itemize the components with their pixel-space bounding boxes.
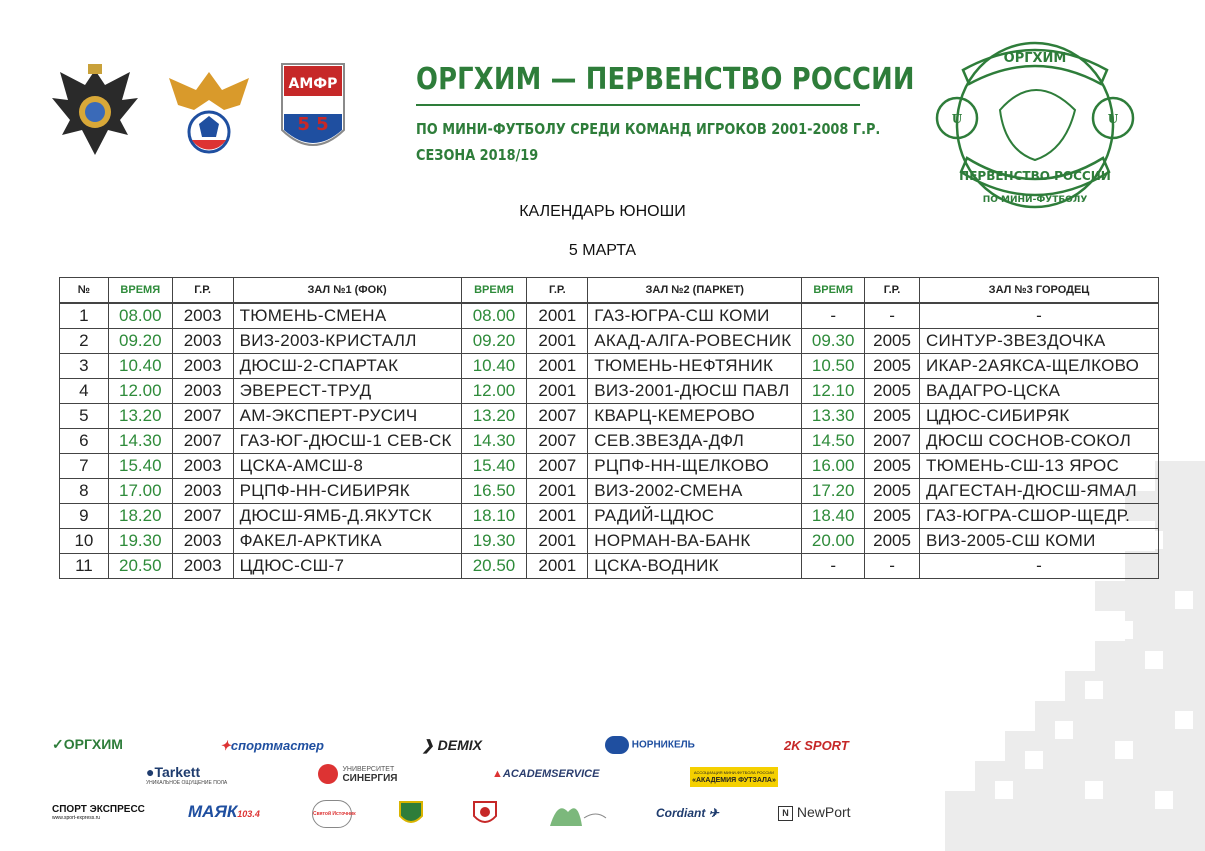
table-cell: 2007 <box>527 429 588 454</box>
date-title: 5 МАРТА <box>568 242 637 259</box>
table-cell: 2007 <box>527 404 588 429</box>
emblem-bottom-text: ПО МИНИ-ФУТБОЛУ <box>982 195 1088 205</box>
table-cell: 2003 <box>172 479 233 504</box>
club-badge-logo <box>398 800 424 833</box>
green-emblem-logo <box>548 800 608 833</box>
cordiant-logo: Cordiant ✈ <box>656 806 719 820</box>
table-cell: ТЮМЕНЬ-НЕФТЯНИК <box>588 354 802 379</box>
table-cell: 19.30 <box>108 529 172 554</box>
table-cell: НОРМАН-ВА-БАНК <box>588 529 802 554</box>
table-cell: 16.00 <box>802 454 865 479</box>
newport-icon: N <box>778 806 793 821</box>
table-cell: ДЮСШ-2-СПАРТАК <box>233 354 461 379</box>
nornikel-logo: НОРНИКЕЛЬ <box>605 736 695 754</box>
column-header: ЗАЛ №1 (ФОК) <box>233 278 461 304</box>
amfr-logo <box>278 60 368 160</box>
table-cell: 9 <box>60 504 109 529</box>
table-cell: 4 <box>60 379 109 404</box>
table-cell: 10.40 <box>461 354 527 379</box>
table-cell: ВИЗ-2005-СШ КОМИ <box>919 529 1158 554</box>
table-cell: 2003 <box>172 354 233 379</box>
page-subtitle: ПО МИНИ-ФУТБОЛУ СРЕДИ КОМАНД ИГРОКОВ 2001-2008 Г.Р. <box>416 120 881 138</box>
table-row <box>60 529 1159 554</box>
synergy-icon <box>318 764 338 784</box>
coat-of-arms-logo <box>50 60 140 160</box>
table-cell: - <box>865 303 920 329</box>
table-cell: - <box>802 554 865 579</box>
table-row <box>60 454 1159 479</box>
table-cell: ДЮСШ СОСНОВ-СОКОЛ <box>919 429 1158 454</box>
table-cell: ГАЗ-ЮГРА-СШОР-ЩЕДР. <box>919 504 1158 529</box>
table-cell: 09.20 <box>461 329 527 354</box>
table-cell: ЦДЮС-СШ-7 <box>233 554 461 579</box>
table-cell: 12.00 <box>461 379 527 404</box>
table-cell: КВАРЦ-КЕМЕРОВО <box>588 404 802 429</box>
table-cell: ВАДАГРО-ЦСКА <box>919 379 1158 404</box>
table-cell: 2005 <box>865 454 920 479</box>
table-cell: ВИЗ-2003-КРИСТАЛЛ <box>233 329 461 354</box>
mayak-logo: МАЯК103.4 <box>188 802 260 821</box>
table-cell: 14.30 <box>461 429 527 454</box>
table-cell: 18.40 <box>802 504 865 529</box>
chevron-icon: ❯ <box>422 737 434 753</box>
table-row <box>60 429 1159 454</box>
table-cell: 2005 <box>865 354 920 379</box>
table-cell: 2005 <box>865 529 920 554</box>
table-cell: 2001 <box>527 354 588 379</box>
globe-icon: ● <box>146 764 155 780</box>
table-cell: 2003 <box>172 454 233 479</box>
table-cell: 2007 <box>527 454 588 479</box>
table-cell: 20.50 <box>461 554 527 579</box>
column-header: ВРЕМЯ <box>108 278 172 304</box>
table-cell: 15.40 <box>108 454 172 479</box>
table-cell: 2001 <box>527 529 588 554</box>
synergy-logo: УНИВЕРСИТЕТ СИНЕРГИЯ <box>318 764 397 784</box>
table-cell: 2001 <box>527 329 588 354</box>
table-cell: 18.10 <box>461 504 527 529</box>
table-cell: 2005 <box>865 404 920 429</box>
academservice-icon: ▲ <box>492 768 503 780</box>
rfs-eagle-logo <box>164 60 254 160</box>
title-underline <box>416 104 860 106</box>
academservice-logo: ▲ACADEMSERVICE <box>492 768 600 780</box>
table-cell: 8 <box>60 479 109 504</box>
column-header: ВРЕМЯ <box>461 278 527 304</box>
table-cell: 10 <box>60 529 109 554</box>
leaf-icon: ✓ <box>52 736 64 752</box>
sport-express-logo: СПОРТ ЭКСПРЕСС www.sport-express.ru <box>52 804 145 821</box>
table-cell: 14.30 <box>108 429 172 454</box>
newport-logo: N NewPort <box>778 804 851 821</box>
column-header: Г.Р. <box>527 278 588 304</box>
table-cell: 10.40 <box>108 354 172 379</box>
table-cell: 2005 <box>865 329 920 354</box>
amfr-number: 5 5 <box>297 114 329 135</box>
table-cell: 2007 <box>172 404 233 429</box>
table-cell: 3 <box>60 354 109 379</box>
table-cell: 6 <box>60 429 109 454</box>
table-cell: СЕВ.ЗВЕЗДА-ДФЛ <box>588 429 802 454</box>
table-cell: ДАГЕСТАН-ДЮСШ-ЯМАЛ <box>919 479 1158 504</box>
table-cell: 2007 <box>172 504 233 529</box>
table-cell: ВИЗ-2001-ДЮСШ ПАВЛ <box>588 379 802 404</box>
table-cell: 13.20 <box>461 404 527 429</box>
table-row <box>60 554 1159 579</box>
table-cell: 10.50 <box>802 354 865 379</box>
table-cell: РЦПФ-НН-ЩЕЛКОВО <box>588 454 802 479</box>
table-cell: 09.20 <box>108 329 172 354</box>
table-cell: 20.00 <box>802 529 865 554</box>
table-cell: 2001 <box>527 554 588 579</box>
season-label: СЕЗОНА 2018/19 <box>416 146 539 164</box>
table-cell: 15.40 <box>461 454 527 479</box>
tarkett-logo: ●Tarkett УНИКАЛЬНОЕ ОЩУЩЕНИЕ ПОЛА <box>146 764 228 786</box>
table-cell: - <box>919 554 1158 579</box>
table-cell: СИНТУР-ЗВЕЗДОЧКА <box>919 329 1158 354</box>
table-cell: 08.00 <box>108 303 172 329</box>
table-cell: 2003 <box>172 329 233 354</box>
emblem-ribbon-text: ПЕРВЕНСТВО РОССИИ <box>959 169 1111 183</box>
table-cell: 2005 <box>865 379 920 404</box>
table-cell: ВИЗ-2002-СМЕНА <box>588 479 802 504</box>
table-cell: ФАКЕЛ-АРКТИКА <box>233 529 461 554</box>
table-cell: 5 <box>60 404 109 429</box>
emblem-left-ball-letter: U <box>951 112 963 126</box>
table-row <box>60 504 1159 529</box>
table-cell: ИКАР-2АЯКСА-ЩЕЛКОВО <box>919 354 1158 379</box>
table-cell: 2003 <box>172 379 233 404</box>
table-cell: ЦДЮС-СИБИРЯК <box>919 404 1158 429</box>
table-cell: 2001 <box>527 479 588 504</box>
region-crest-logo <box>472 800 498 833</box>
column-header: Г.Р. <box>865 278 920 304</box>
demix-logo: ❯ DEMIX <box>422 737 482 753</box>
table-cell: - <box>919 303 1158 329</box>
table-cell: ДЮСШ-ЯМБ-Д.ЯКУТСК <box>233 504 461 529</box>
table-header-row <box>60 278 1159 304</box>
table-cell: ЦСКА-ВОДНИК <box>588 554 802 579</box>
header-logos <box>50 60 368 160</box>
column-header: ЗАЛ №3 ГОРОДЕЦ <box>919 278 1158 304</box>
table-cell: 2003 <box>172 303 233 329</box>
table-cell: 2003 <box>172 529 233 554</box>
table-cell: 2005 <box>865 504 920 529</box>
table-cell: 13.20 <box>108 404 172 429</box>
column-header: Г.Р. <box>172 278 233 304</box>
table-cell: 17.20 <box>802 479 865 504</box>
table-cell: ТЮМЕНЬ-СШ-13 ЯРОС <box>919 454 1158 479</box>
table-cell: 2003 <box>172 554 233 579</box>
calendar-title: КАЛЕНДАРЬ ЮНОШИ <box>519 203 686 220</box>
sponsors-strip <box>0 730 1205 840</box>
table-cell: АМ-ЭКСПЕРТ-РУСИЧ <box>233 404 461 429</box>
table-cell: 13.30 <box>802 404 865 429</box>
table-cell: 2005 <box>865 479 920 504</box>
table-cell: ЦСКА-АМСШ-8 <box>233 454 461 479</box>
table-row <box>60 404 1159 429</box>
championship-emblem <box>935 30 1135 220</box>
table-row <box>60 329 1159 354</box>
table-cell: 7 <box>60 454 109 479</box>
amfr-text: АМФР <box>288 76 338 92</box>
table-cell: 2007 <box>172 429 233 454</box>
star-icon: ✦ <box>220 738 231 753</box>
table-cell: 2001 <box>527 504 588 529</box>
sportmaster-logo: ✦спортмастер <box>220 738 324 753</box>
table-row <box>60 354 1159 379</box>
table-cell: 09.30 <box>802 329 865 354</box>
table-cell: 14.50 <box>802 429 865 454</box>
column-header: № <box>60 278 109 304</box>
table-cell: ГАЗ-ЮГРА-СШ КОМИ <box>588 303 802 329</box>
table-cell: 16.50 <box>461 479 527 504</box>
futsal-academy-logo: АССОЦИАЦИЯ МИНИ-ФУТБОЛА РОССИИ «АКАДЕМИЯ ФУТЗАЛА» <box>690 767 778 787</box>
header-title-block <box>416 60 915 168</box>
column-header: ЗАЛ №2 (ПАРКЕТ) <box>588 278 802 304</box>
table-cell: 08.00 <box>461 303 527 329</box>
table-cell: РАДИЙ-ЦДЮС <box>588 504 802 529</box>
table-cell: - <box>865 554 920 579</box>
table-row <box>60 379 1159 404</box>
table-cell: ГАЗ-ЮГ-ДЮСШ-1 СЕВ-СК <box>233 429 461 454</box>
table-cell: ТЮМЕНЬ-СМЕНА <box>233 303 461 329</box>
orgkhim-logo: ✓ОРГХИМ <box>52 736 123 752</box>
table-cell: 17.00 <box>108 479 172 504</box>
page-title: ОРГХИМ — ПЕРВЕНСТВО РОССИИ <box>416 62 915 97</box>
emblem-right-ball-letter: U <box>1107 112 1119 126</box>
2ksport-logo: 2K SPORT <box>784 738 849 753</box>
table-cell: 2 <box>60 329 109 354</box>
table-cell: 18.20 <box>108 504 172 529</box>
wing-icon: ✈ <box>708 806 719 820</box>
emblem-top-text: ОРГХИМ <box>1003 51 1067 66</box>
table-row <box>60 479 1159 504</box>
table-cell: 12.00 <box>108 379 172 404</box>
table-cell: 20.50 <box>108 554 172 579</box>
nornikel-icon <box>605 736 629 754</box>
column-header: ВРЕМЯ <box>802 278 865 304</box>
table-cell: 2001 <box>527 379 588 404</box>
table-cell: 2001 <box>527 303 588 329</box>
svyatoy-istochnik-logo: Святой Источник <box>312 800 352 828</box>
table-cell: 19.30 <box>461 529 527 554</box>
schedule-table <box>59 277 1159 579</box>
table-row <box>60 303 1159 329</box>
table-cell: ЭВЕРЕСТ-ТРУД <box>233 379 461 404</box>
table-cell: АКАД-АЛГА-РОВЕСНИК <box>588 329 802 354</box>
table-cell: РЦПФ-НН-СИБИРЯК <box>233 479 461 504</box>
table-cell: 2007 <box>865 429 920 454</box>
table-cell: 12.10 <box>802 379 865 404</box>
table-cell: 11 <box>60 554 109 579</box>
table-cell: 1 <box>60 303 109 329</box>
table-cell: - <box>802 303 865 329</box>
